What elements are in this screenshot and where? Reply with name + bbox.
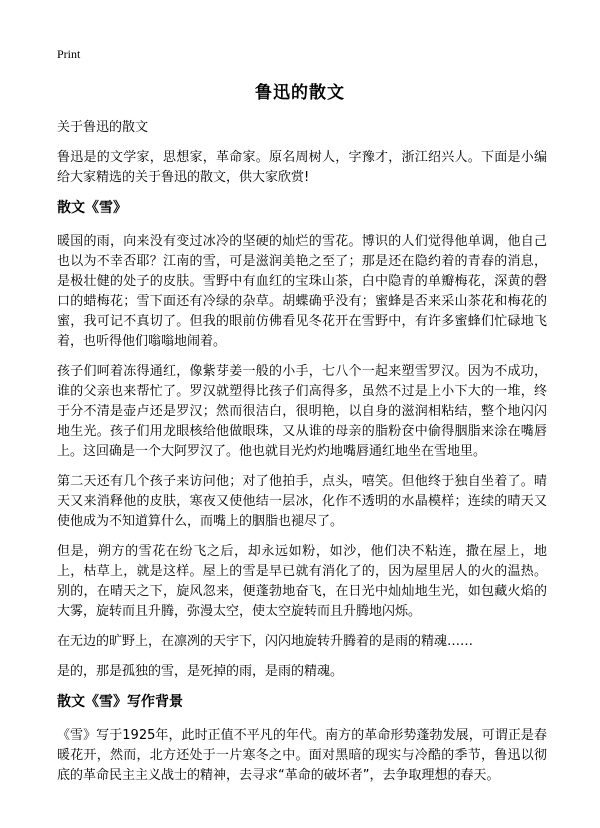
snow-paragraph: 是的，那是孤独的雪，是死掉的雨，是雨的精魂。 [57, 664, 344, 679]
document-title: 鲁迅的散文 [255, 83, 345, 103]
snow-paragraph: 暖国的雨，向来没有变过冰冷的坚硬的灿烂的雪花。博识的人们觉得他单调，他自己也以为不幸否耶？江南的雪，可是滋润美艳之至了；那是还在隐约着的青春的消息，是极壮健的处子的皮肤。雪野中有血红的宝珠山茶，白中隐青的单瓣梅花，深黄的磬口的蜡梅花；雪下面还有冷绿的杂草。胡蝶确乎没有；蜜蜂是否来采山茶花和梅花的蜜，我可记不真切了。但我的眼前仿佛看见冬花开在雪野中，有许多蜜蜂们忙碌地飞着，也听得他们嗡嗡地闹着。 [57, 234, 547, 349]
intro-label: 关于鲁迅的散文 [57, 120, 149, 135]
document-body [57, 118, 547, 796]
snow-paragraph: 孩子们呵着冻得通红，像紫芽姜一般的小手，七八个一起来塑雪罗汉。因为不成功，谁的父亲也来帮忙了。罗汉就塑得比孩子们高得多，虽然不过是上小下大的一堆，终于分不清是壶卢还是罗汉；然而很洁白，很明艳，以自身的滋润相粘结，整个地闪闪地生光。孩子们用龙眼核给他做眼珠，又从谁的母亲的脂粉奁中偷得胭脂来涂在嘴唇上。这回确是一个大阿罗汉了。他也就目光灼灼地嘴唇通红地坐在雪地里。 [57, 364, 547, 459]
background-paragraph: 《雪》写于1925年，此时正值不平凡的年代。南方的革命形势蓬勃发展，可谓正是春暖花开，然而，北方还处于一片寒冬之中。面对黑暗的现实与冷酷的季节，鲁迅以彻底的革命民主主义战士的精神，去寻求“革命的破坏者”，去争取理想的春天。 [57, 728, 547, 783]
section-heading-snow: 散文《雪》 [57, 200, 127, 216]
snow-paragraph: 第二天还有几个孩子来访问他；对了他拍手，点头，嘻笑。但他终于独自坐着了。晴天又来消释他的皮肤，寒夜又使他结一层冰，化作不透明的水晶模样；连续的晴天又使他成为不知道算什么，而嘴上的胭脂也褪尽了。 [57, 474, 547, 529]
snow-paragraph: 在无边的旷野上，在凛冽的天宇下，闪闪地旋转升腾着的是雨的精魂…… [57, 634, 474, 649]
intro-paragraph: 鲁迅是的文学家，思想家，革命家。原名周树人，字豫才，浙江绍兴人。下面是小编给大家精选的关于鲁迅的散文，供大家欣赏! [57, 150, 547, 185]
snow-paragraph: 但是，朔方的雪花在纷飞之后，却永远如粉，如沙，他们决不粘连，撒在屋上，地上，枯草上，就是这样。屋上的雪是早已就有消化了的，因为屋里居人的火的温热。别的，在晴天之下，旋风忽来，便蓬勃地奋飞，在日光中灿灿地生光，如包藏火焰的大雾，旋转而且升腾，弥漫太空，使太空旋转而且升腾地闪烁。 [57, 544, 547, 619]
print-label: Print [57, 47, 81, 61]
section-heading-background: 散文《雪》写作背景 [57, 694, 183, 710]
